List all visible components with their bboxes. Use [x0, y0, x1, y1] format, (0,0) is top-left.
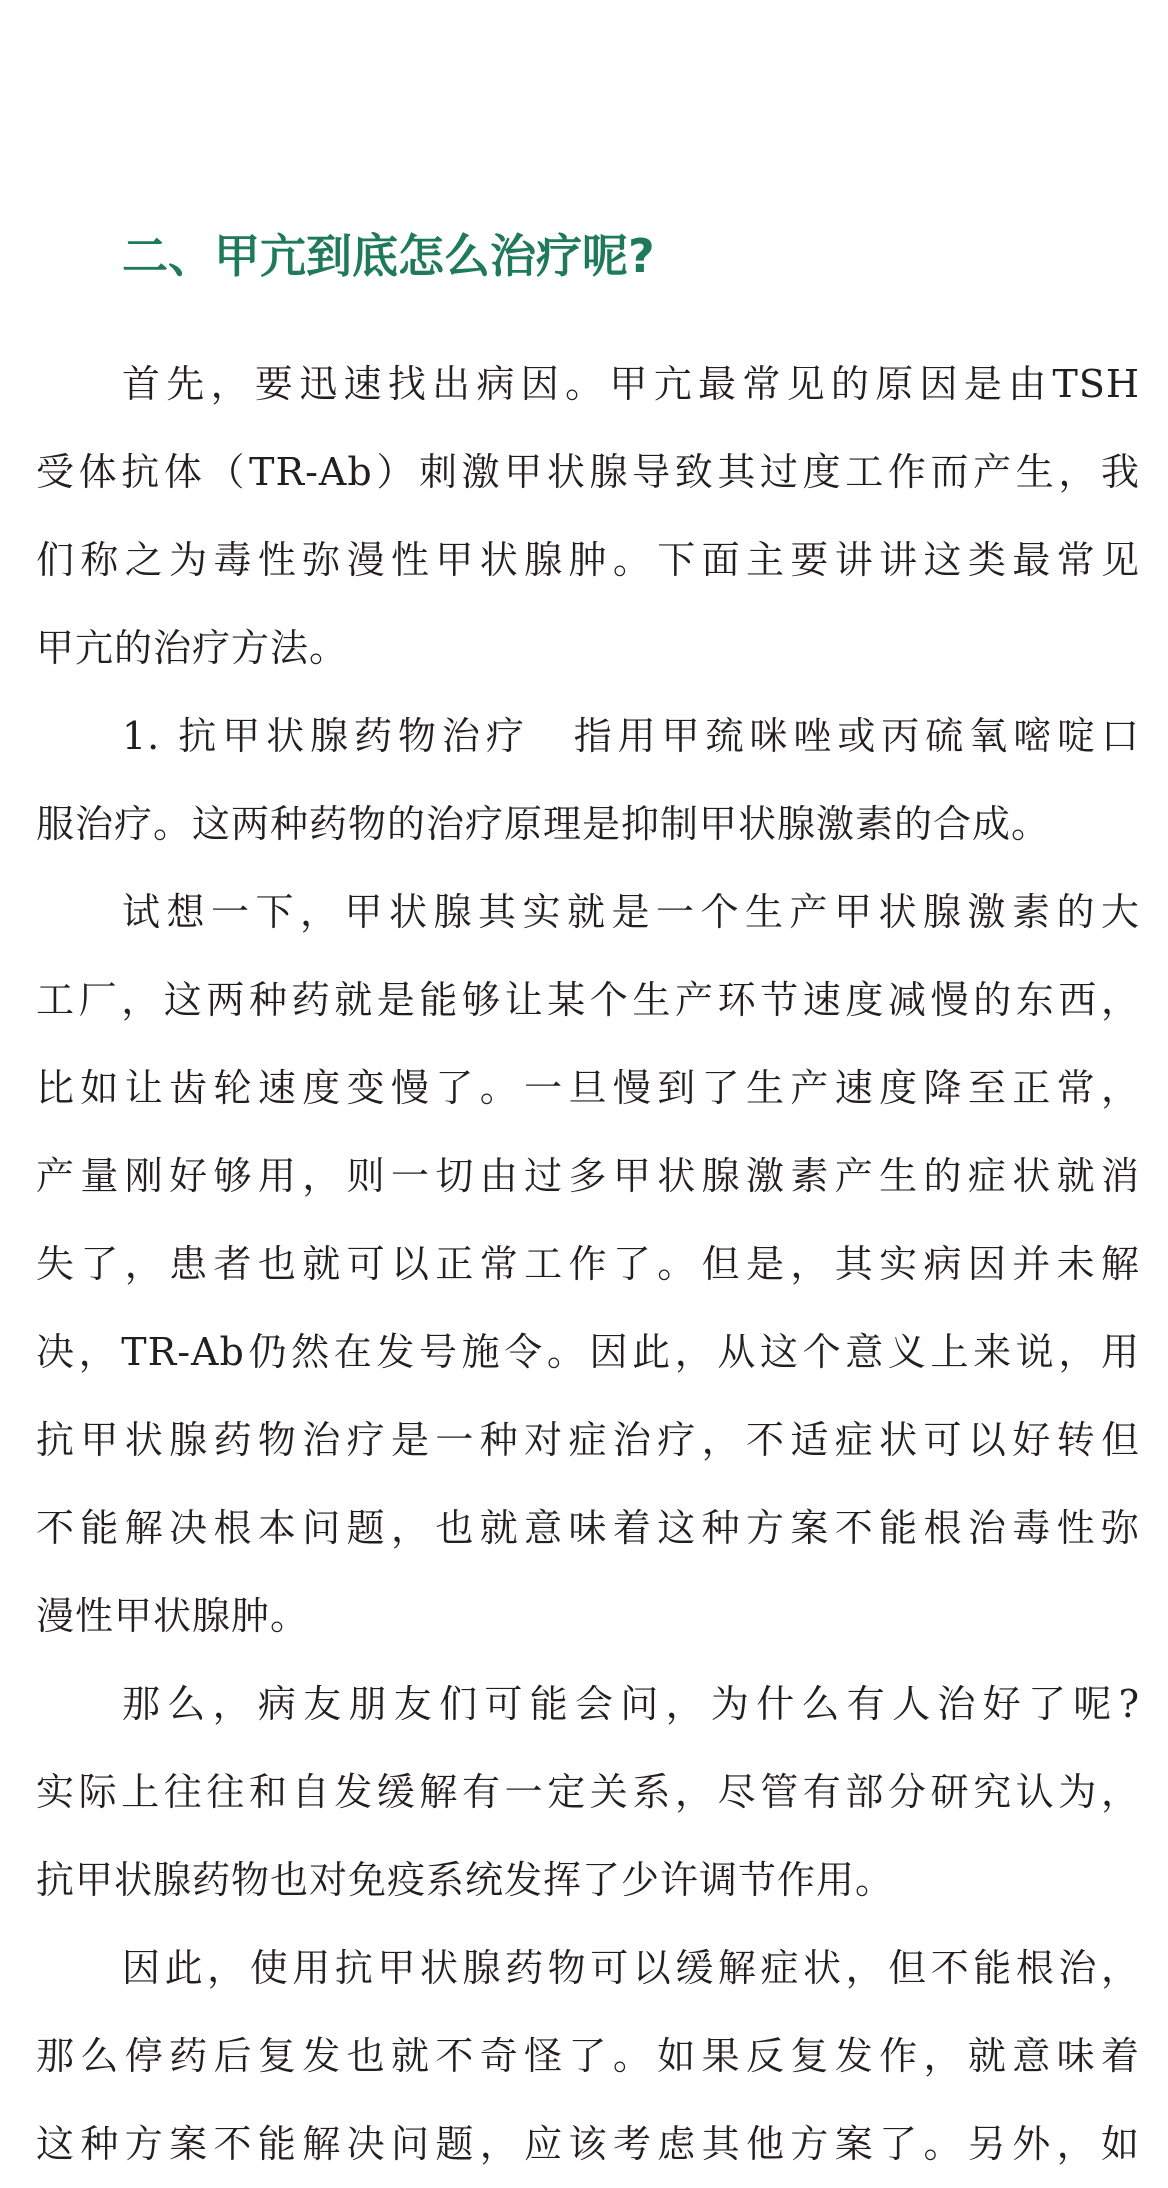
- text-line: 抗甲状腺药物也对免疫系统发挥了少许调节作用。: [36, 1858, 895, 1902]
- text-line: 们称之为毒性弥漫性甲状腺肿。下面主要讲讲这类最常见: [36, 538, 1140, 582]
- text-line: 那么停药后复发也就不奇怪了。如果反复发作，就意味着: [36, 2034, 1140, 2078]
- text-line: 抗甲状腺药物治疗是一种对症治疗，不适症状可以好转但: [36, 1418, 1140, 1462]
- text-line: 受体抗体（TR-Ab）刺激甲状腺导致其过度工作而产生，我: [36, 450, 1140, 494]
- text-line: 甲亢的治疗方法。: [36, 626, 349, 670]
- text-line: 决，TR-Ab仍然在发号施令。因此，从这个意义上来说，用: [36, 1330, 1140, 1374]
- text-line: 1. 抗甲状腺药物治疗 指用甲巯咪唑或丙硫氧嘧啶口: [122, 714, 1140, 758]
- text-line: 漫性甲状腺肿。: [36, 1594, 310, 1638]
- section-heading: 二、甲亢到底怎么治疗呢?: [122, 229, 655, 283]
- body-text: [36, 340, 1140, 2188]
- text-line: 工厂，这两种药就是能够让某个生产环节速度减慢的东西，: [36, 978, 1140, 1022]
- text-line: 服治疗。这两种药物的治疗原理是抑制甲状腺激素的合成。: [36, 802, 1051, 846]
- text-line: 试想一下，甲状腺其实就是一个生产甲状腺激素的大: [122, 890, 1140, 934]
- text-line: 因此，使用抗甲状腺药物可以缓解症状，但不能根治，: [122, 1946, 1140, 1990]
- text-line: 不能解决根本问题，也就意味着这种方案不能根治毒性弥: [36, 1506, 1140, 1550]
- text-line: 首先，要迅速找出病因。甲亢最常见的原因是由TSH: [122, 362, 1140, 406]
- text-line: 这种方案不能解决问题，应该考虑其他方案了。另外，如: [36, 2122, 1140, 2166]
- text-line: 失了，患者也就可以正常工作了。但是，其实病因并未解: [36, 1242, 1140, 1286]
- text-line: 那么，病友朋友们可能会问，为什么有人治好了呢?: [122, 1682, 1140, 1726]
- text-line: 实际上往往和自发缓解有一定关系，尽管有部分研究认为，: [36, 1770, 1140, 1814]
- text-line: 比如让齿轮速度变慢了。一旦慢到了生产速度降至正常，: [36, 1066, 1140, 1110]
- text-line: 产量刚好够用，则一切由过多甲状腺激素产生的症状就消: [36, 1154, 1140, 1198]
